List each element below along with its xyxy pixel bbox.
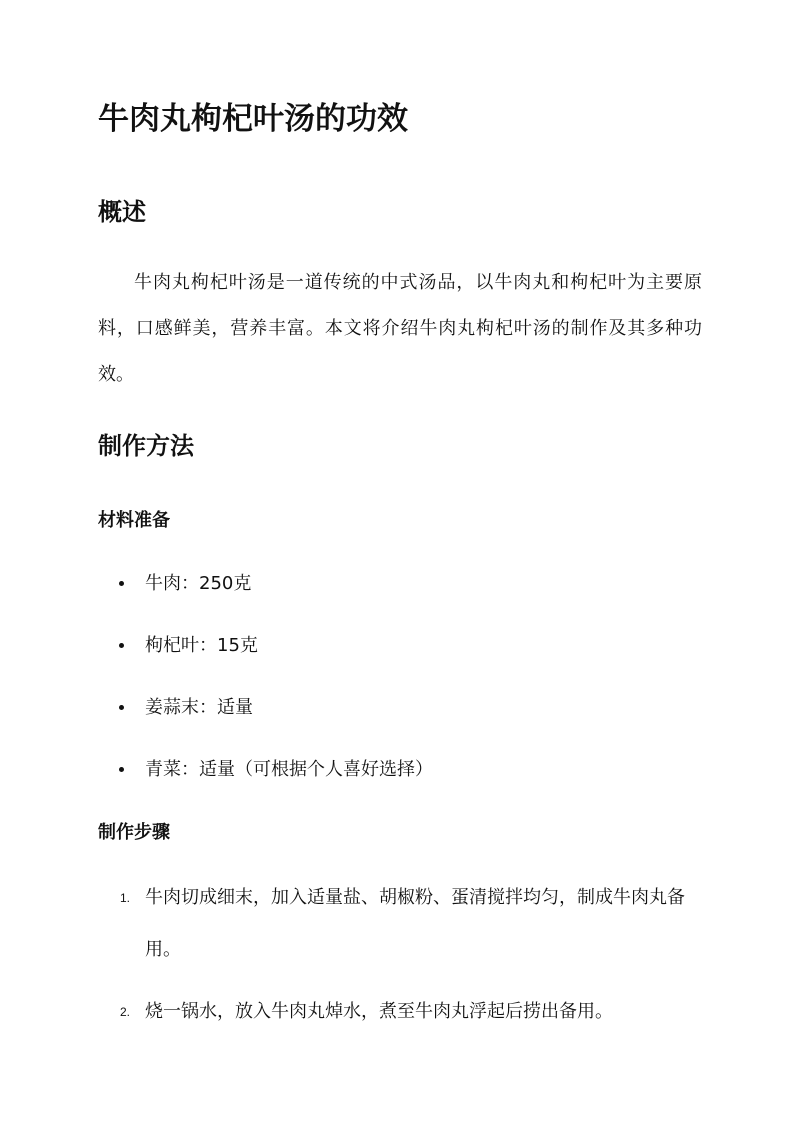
list-item [98, 872, 702, 976]
step-text: 烧一锅水，放入牛肉丸焯水，煮至牛肉丸浮起后捞出备用。 [145, 1001, 613, 1022]
step-number: 1. [120, 891, 131, 905]
method-heading: 制作方法 [98, 432, 194, 460]
list-item [98, 626, 433, 688]
step-number: 2. [120, 1005, 131, 1019]
materials-list [98, 564, 433, 812]
bullet-icon [119, 581, 124, 586]
bullet-icon [119, 643, 124, 648]
material-text: 青菜：适量（可根据个人喜好选择） [145, 759, 433, 780]
overview-heading: 概述 [98, 198, 146, 226]
material-text: 枸杞叶：15克 [145, 635, 258, 656]
step-text: 牛肉切成细末，加入适量盐、胡椒粉、蛋清搅拌均匀，制成牛肉丸备用。 [145, 887, 685, 960]
steps-heading: 制作步骤 [98, 822, 170, 843]
material-text: 牛肉：250克 [145, 573, 252, 594]
material-text: 姜蒜末：适量 [145, 697, 253, 718]
bullet-icon [119, 767, 124, 772]
document-title: 牛肉丸枸杞叶汤的功效 [98, 101, 408, 137]
materials-heading: 材料准备 [98, 510, 170, 531]
list-item [98, 750, 433, 812]
list-item [98, 688, 433, 750]
steps-list [98, 872, 702, 1038]
list-item [98, 986, 702, 1038]
bullet-icon [119, 705, 124, 710]
list-item [98, 564, 433, 626]
overview-paragraph: 牛肉丸枸杞叶汤是一道传统的中式汤品，以牛肉丸和枸杞叶为主要原料，口感鲜美，营养丰富。本文将介绍牛肉丸枸杞叶汤的制作及其多种功效。 [98, 272, 702, 385]
